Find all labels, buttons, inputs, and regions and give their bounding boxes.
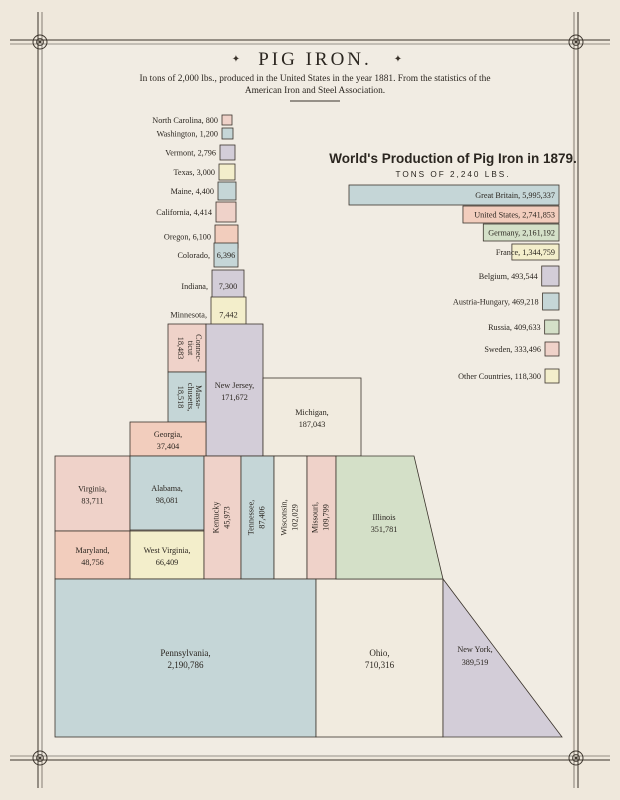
state-value-massachusetts: 18,518 xyxy=(176,385,185,409)
state-box-north-carolina xyxy=(222,115,232,125)
subtitle-line-1: In tons of 2,000 lbs., produced in the United States in the year 1881. From the statistics of the xyxy=(139,74,491,84)
state-value-illinois: 351,781 xyxy=(370,525,398,534)
state-label-missouri: Missouri, xyxy=(310,501,320,534)
title-ornament-left: ✦ xyxy=(231,54,241,65)
state-label-indiana: Indiana, xyxy=(181,282,208,291)
world-bar-rect-sweden xyxy=(545,342,559,356)
world-bar-russia xyxy=(488,320,559,334)
subtitle-line-2: American Iron and Steel Association. xyxy=(244,86,386,96)
state-wisconsin xyxy=(274,456,307,579)
state-label-ohio: Ohio, xyxy=(369,648,390,658)
state-value-ohio: 710,316 xyxy=(364,660,395,670)
state-label-oregon: Oregon, 6,100 xyxy=(163,232,211,242)
state-label-virginia: Virginia, xyxy=(78,484,107,494)
state-value-minnesota: 7,442 xyxy=(219,310,238,320)
state-label-2-massachusetts: chusetts, xyxy=(186,382,195,412)
state-value-colorado: 6,396 xyxy=(216,251,236,260)
state-value-michigan: 187,043 xyxy=(298,420,326,429)
state-connecticut xyxy=(168,324,206,372)
chart-title: PIG IRON. xyxy=(258,49,372,70)
state-value-georgia: 37,404 xyxy=(156,442,180,451)
state-value-alabama: 98,081 xyxy=(155,496,179,505)
state-label-kentucky: Kentucky xyxy=(211,501,221,534)
state-label-2-connecticut: ticut xyxy=(186,340,195,356)
world-bar-label-germany: Germany, 2,161,192 xyxy=(488,228,555,238)
state-label-north-carolina: North Carolina, 800 xyxy=(152,116,218,125)
state-label-minnesota: Minnesota, xyxy=(170,310,207,320)
state-value-indiana: 7,300 xyxy=(218,282,238,291)
world-bar-united-states xyxy=(463,206,559,223)
state-value-new-york: 389,519 xyxy=(461,658,489,667)
state-box-texas xyxy=(219,164,235,180)
state-kentucky xyxy=(204,456,241,579)
state-box-west-virginia xyxy=(130,531,204,579)
state-georgia xyxy=(130,422,206,456)
state-new-jersey xyxy=(206,324,263,456)
state-value-pennsylvania: 2,190,786 xyxy=(167,660,204,670)
state-box-alabama xyxy=(130,456,204,530)
state-value-connecticut: 18,483 xyxy=(176,336,185,360)
state-box-washington xyxy=(222,128,233,139)
state-label-new-york: New York, xyxy=(457,645,493,654)
world-bar-rect-russia xyxy=(545,320,559,334)
state-label-vermont: Vermont, 2,796 xyxy=(165,148,216,158)
state-michigan xyxy=(263,378,361,456)
state-label-michigan: Michigan, xyxy=(295,408,329,417)
state-box-pennsylvania xyxy=(55,579,316,737)
state-label-maryland: Maryland, xyxy=(75,546,110,555)
state-box-new-jersey xyxy=(206,324,263,456)
world-bar-great-britain xyxy=(349,185,559,205)
state-virginia xyxy=(55,456,130,531)
state-value-maryland: 48,756 xyxy=(81,558,104,567)
state-value-kentucky: 45,973 xyxy=(222,506,232,529)
state-box-virginia xyxy=(55,456,130,531)
world-bar-label-sweden: Sweden, 333,496 xyxy=(484,345,541,354)
world-bar-label-austria-hungary: Austria-Hungary, 469,218 xyxy=(452,297,539,307)
state-box-california xyxy=(216,202,236,222)
state-box-maryland xyxy=(55,531,130,579)
world-bar-rect-other-countries xyxy=(545,369,559,383)
world-bar-germany xyxy=(483,224,559,241)
state-label-california: California, 4,414 xyxy=(156,208,212,217)
state-box-ohio xyxy=(316,579,443,737)
state-label-texas: Texas, 3,000 xyxy=(173,168,215,177)
state-label-west-virginia: West Virginia, xyxy=(143,546,191,555)
world-bar-label-belgium: Belgium, 493,544 xyxy=(478,272,538,281)
state-box-maine xyxy=(218,182,236,200)
world-bar-label-russia: Russia, 409,633 xyxy=(488,323,541,332)
state-value-west-virginia: 66,409 xyxy=(155,558,179,567)
state-ohio xyxy=(316,579,443,737)
state-massachusetts xyxy=(168,372,206,422)
state-label-tennessee: Tennessee, xyxy=(246,499,256,536)
world-bar-label-united-states: United States, 2,741,853 xyxy=(474,210,555,220)
state-label-georgia: Georgia, xyxy=(153,430,183,439)
state-value-virginia: 83,711 xyxy=(81,496,104,506)
world-bar-label-other-countries: Other Countries, 118,300 xyxy=(458,372,541,381)
state-pennsylvania xyxy=(55,579,316,737)
state-label-illinois: Illinois xyxy=(372,513,396,522)
world-bar-rect-austria-hungary xyxy=(543,293,559,310)
world-bar-rect-belgium xyxy=(542,266,559,286)
title-ornament-right: ✦ xyxy=(393,54,403,65)
state-value-missouri: 109,799 xyxy=(321,504,331,531)
state-label-washington: Washington, 1,200 xyxy=(156,129,218,139)
world-chart-title: World's Production of Pig Iron in 1879. xyxy=(329,151,577,166)
state-value-wisconsin: 102,029 xyxy=(290,504,300,531)
state-box-michigan xyxy=(263,378,361,456)
world-bar-label-france: France, 1,344,759 xyxy=(495,248,555,257)
state-label-alabama: Alabama, xyxy=(151,484,183,493)
state-west-virginia xyxy=(130,531,204,579)
state-label-new-jersey: New Jersey, xyxy=(214,381,255,390)
world-chart-subtitle: TONS OF 2,240 LBS. xyxy=(395,170,511,179)
state-label-pennsylvania: Pennsylvania, xyxy=(160,648,211,658)
state-tennessee xyxy=(241,456,274,579)
state-label-colorado: Colorado, xyxy=(177,251,210,260)
state-label-wisconsin: Wisconsin, xyxy=(279,499,289,536)
state-value-tennessee: 87,406 xyxy=(257,506,267,529)
state-box-vermont xyxy=(220,145,235,160)
state-label-massachusetts: Massa- xyxy=(194,385,203,409)
state-label-connecticut: Connec- xyxy=(194,334,203,362)
state-maryland xyxy=(55,531,130,579)
state-alabama xyxy=(130,456,204,530)
world-bar-sweden xyxy=(484,342,559,356)
state-label-maine: Maine, 4,400 xyxy=(170,187,214,196)
world-bar-label-great-britain: Great Britain, 5,995,337 xyxy=(475,191,555,200)
state-value-new-jersey: 171,672 xyxy=(221,393,248,402)
state-missouri xyxy=(307,456,336,579)
